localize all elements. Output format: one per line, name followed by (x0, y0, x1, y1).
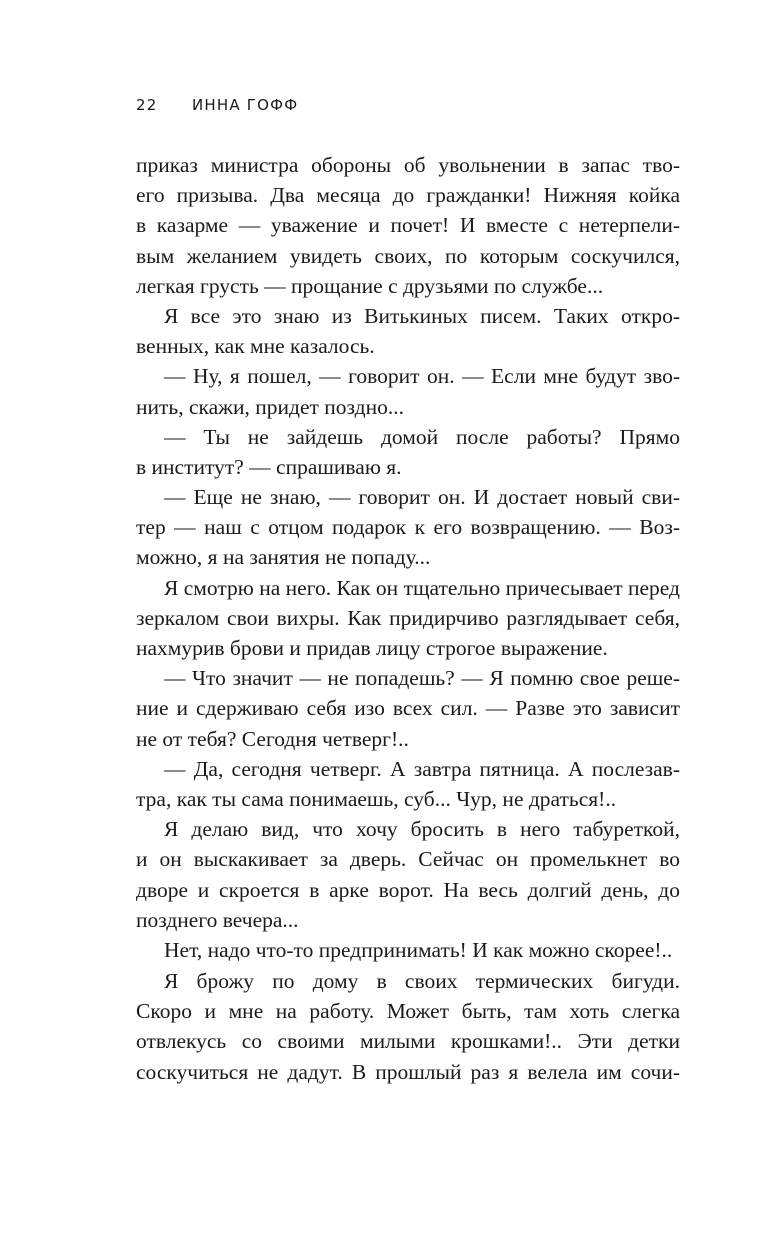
text-line: зеркалом свои вихры. Как придирчиво разглядывает себя, (136, 605, 680, 630)
text-line: в казарме — уважение и почет! И вместе с нетерпели- (136, 213, 680, 238)
text-line: не от тебя? Сегодня четверг!.. (136, 726, 409, 751)
text-line: вым желанием увидеть своих, по которым соскучился, (136, 243, 680, 268)
text-line: легкая грусть — прощание с друзьями по службе... (136, 273, 604, 298)
text-line: можно, я на занятия не попаду... (136, 545, 431, 570)
running-header (136, 96, 298, 114)
author-name: ИННА ГОФФ (192, 96, 299, 114)
text-line: тер — наш с отцом подарок к его возвращению. — Воз- (136, 515, 680, 540)
text-line: его призыва. Два месяца до гражданки! Нижняя койка (136, 183, 680, 208)
text-line: позднего вечера... (136, 907, 299, 932)
text-line: и он выскакивает за дверь. Сейчас он промелькнет во (136, 847, 680, 872)
text-line: тра, как ты сама понимаешь, суб... Чур, не драться!.. (136, 786, 617, 811)
text-line: дворе и скроется в арке ворот. На весь долгий день, до (136, 877, 680, 902)
text-line: соскучиться не дадут. В прошлый раз я велела им сочи- (136, 1059, 680, 1084)
text-line: отвлекусь со своими милыми крошками!.. Эти детки (136, 1029, 680, 1054)
text-line: Я все это знаю из Витькиных писем. Таких откро- (164, 303, 680, 328)
text-line: — Ты не зайдешь домой после работы? Прямо (164, 424, 680, 449)
text-line: Я смотрю на него. Как он тщательно причесывает перед (164, 575, 680, 600)
page-number: 22 (136, 96, 158, 114)
text-line: Скоро и мне на работу. Может быть, там хоть слегка (136, 999, 680, 1024)
text-line: Я брожу по дому в своих термических бигуди. (164, 969, 680, 993)
text-line: — Да, сегодня четверг. А завтра пятница. А послезав- (164, 756, 680, 781)
text-line: — Ну, я пошел, — говорит он. — Если мне будут зво- (164, 364, 680, 389)
text-line: ние и сдерживаю себя изо всех сил. — Разве это зависит (136, 696, 680, 721)
text-section-1 (136, 150, 680, 965)
text-line: нить, скажи, придет поздно... (136, 394, 404, 419)
text-line: приказ министра обороны об увольнении в запас тво- (136, 153, 680, 177)
text-line: — Что значит — не попадешь? — Я помню свое реше- (164, 666, 680, 691)
text-line: Нет, надо что-то предпринимать! И как можно скорее!.. (164, 937, 673, 962)
text-line: Я делаю вид, что хочу бросить в него табуреткой, (164, 817, 680, 842)
text-line: венных, как мне казалось. (136, 334, 375, 359)
text-line: — Еще не знаю, — говорит он. И достает новый сви- (164, 485, 680, 510)
text-section-2 (136, 966, 680, 1087)
text-line: нахмурив брови и придав лицу строгое выражение. (136, 636, 608, 660)
text-line: в институт? — спрашиваю я. (136, 454, 402, 479)
